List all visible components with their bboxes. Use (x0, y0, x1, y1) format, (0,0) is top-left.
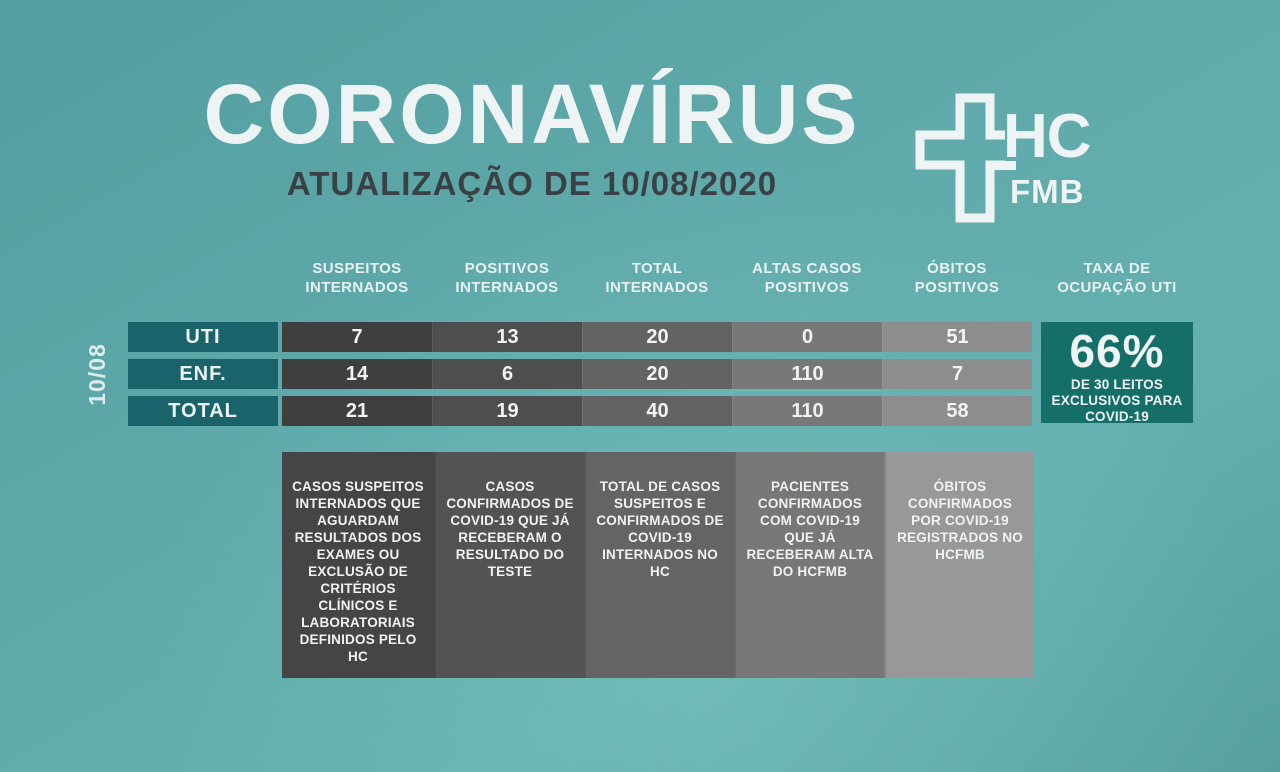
cell-total-altas: 110 (732, 396, 882, 426)
hcfmb-logo (905, 90, 1105, 225)
table-row-enf (128, 359, 1032, 389)
page-title: CORONAVÍRUS (203, 67, 861, 161)
date-vertical-text: 10/08 (83, 342, 110, 406)
row-label-uti: UTI (128, 322, 278, 352)
legend-box-total: TOTAL DE CASOS SUSPEITOS E CONFIRMADOS DE COVID-19 INTERNADOS NO HC (584, 452, 734, 678)
legend-box-suspeitos: CASOS SUSPEITOS INTERNADOS QUE AGUARDAM RESULTADOS DOS EXAMES OU EXCLUSÃO DE CRITÉRIOS CLÍNICOS E LABORATORIAIS DEFINIDOS PELO HC (282, 452, 434, 678)
cell-total-positivos: 19 (432, 396, 582, 426)
cell-enf-suspeitos: 14 (282, 359, 432, 389)
table-column-headers (282, 259, 1193, 297)
cell-uti-positivos: 13 (432, 322, 582, 352)
table-row-uti (128, 322, 1032, 352)
cell-enf-obitos: 7 (882, 359, 1032, 389)
cell-uti-obitos: 51 (882, 322, 1032, 352)
occupancy-percent: 66% (1069, 325, 1165, 377)
logo-text-fmb: FMB (1010, 173, 1085, 210)
data-table (128, 322, 1032, 433)
cell-uti-suspeitos: 7 (282, 322, 432, 352)
column-header-total: TOTAL INTERNADOS (605, 260, 709, 296)
table-row-total (128, 396, 1032, 426)
page-subtitle: ATUALIZAÇÃO DE 10/08/2020 (286, 165, 778, 203)
legend-boxes (282, 452, 1034, 678)
column-header-taxa-ocupacao: TAXA DE OCUPAÇÃO UTI (1057, 260, 1177, 296)
column-header-altas: ALTAS CASOS POSITIVOS (752, 260, 862, 296)
hcfmb-logo-graphic (905, 90, 1105, 225)
legend-box-obitos: ÓBITOS CONFIRMADOS POR COVID-19 REGISTRADOS NO HCFMB (884, 452, 1034, 678)
cell-enf-total: 20 (582, 359, 732, 389)
column-header-obitos: ÓBITOS POSITIVOS (914, 260, 1000, 296)
legend-box-altas: PACIENTES CONFIRMADOS COM COVID-19 QUE JÁ RECEBERAM ALTA DO HCFMB (734, 452, 884, 678)
column-header-suspeitos: SUSPEITOS INTERNADOS (305, 260, 409, 296)
row-label-total: TOTAL (128, 396, 278, 426)
legend-box-positivos: CASOS CONFIRMADOS DE COVID-19 QUE JÁ RECEBERAM O RESULTADO DO TESTE (434, 452, 584, 678)
cell-total-suspeitos: 21 (282, 396, 432, 426)
occupancy-note: DE 30 LEITOS EXCLUSIVOS PARA COVID-19 (1051, 377, 1183, 424)
cell-enf-altas: 110 (732, 359, 882, 389)
cell-uti-altas: 0 (732, 322, 882, 352)
cell-total-total: 40 (582, 396, 732, 426)
cell-enf-positivos: 6 (432, 359, 582, 389)
column-header-positivos: POSITIVOS INTERNADOS (455, 260, 559, 296)
row-label-enf: ENF. (128, 359, 278, 389)
cell-total-obitos: 58 (882, 396, 1032, 426)
uti-occupancy-card (1041, 322, 1193, 423)
cell-uti-total: 20 (582, 322, 732, 352)
hospital-cross-icon (920, 98, 1005, 218)
logo-text-hc: HC (1003, 102, 1091, 171)
